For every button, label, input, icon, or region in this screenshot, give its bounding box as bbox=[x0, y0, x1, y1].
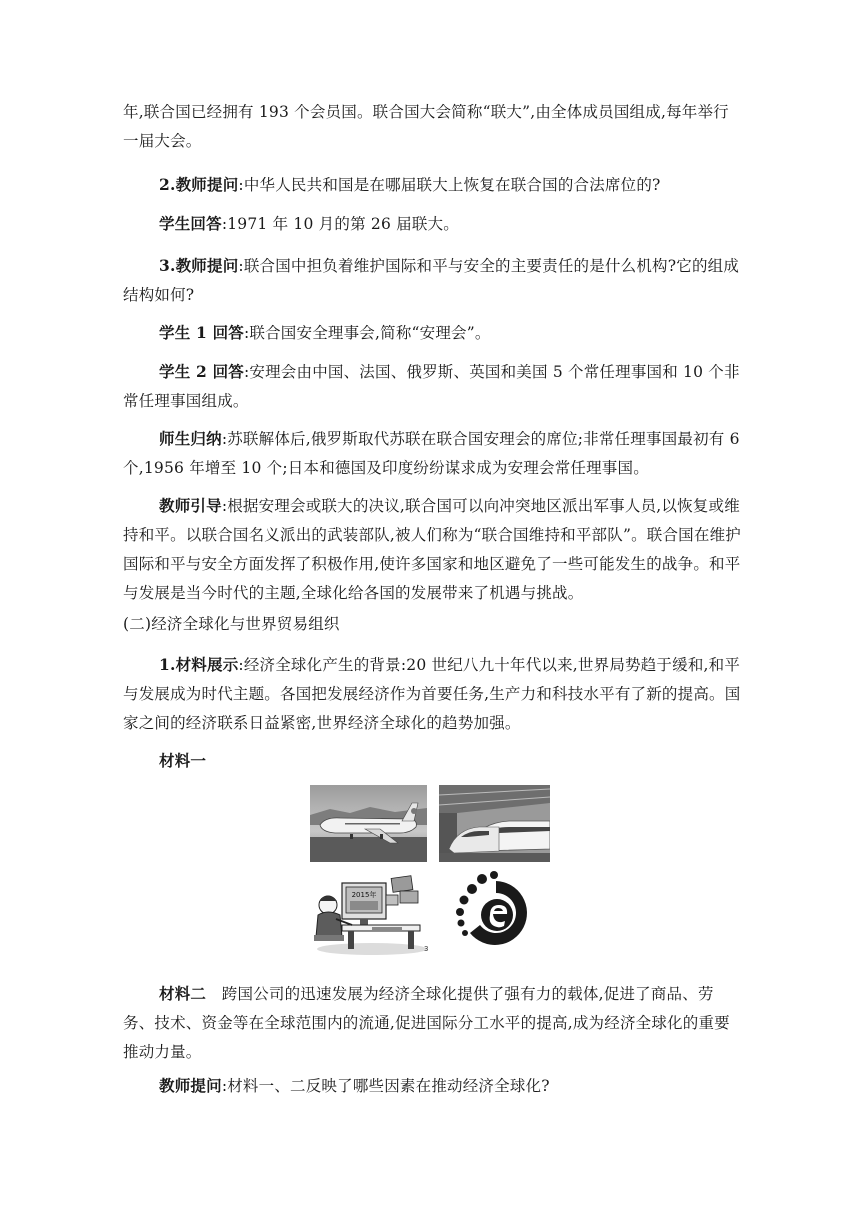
paragraph-un-members bbox=[123, 98, 741, 156]
question-text: :中华人民共和国是在哪届联大上恢复在联合国的合法席位的? bbox=[238, 176, 661, 194]
e-logo-icon bbox=[450, 867, 540, 957]
answer-label: 学生 1 回答 bbox=[159, 323, 244, 342]
student-1-answer bbox=[123, 318, 741, 348]
material-text: :经济全球化产生的背景:20 世纪八九十年代以来,世界局势趋于缓和,和平与发展成为时代主题。各国把发展经济作为首要任务,生产力和科技水平有了新的提高。国家之间的经济联系日益紧密,世界经济全球化的趋势加强。 bbox=[123, 656, 741, 732]
guidance-text: :根据安理会或联大的决议,联合国可以向冲突地区派出军事人员,以恢复或维持和平。以联合国名义派出的武装部队,被人们称为“联合国维持和平部队”。联合国在维护国际和平与安全方面发挥了积极作用,使许多国家和地区避免了一些可能发生的战争。和平与发展是当今时代的主题,全球化给各国的发展带来了机遇与挑战。 bbox=[123, 497, 741, 602]
summary-label: 师生归纳 bbox=[159, 429, 222, 448]
section-heading bbox=[123, 610, 741, 639]
material-number: 1 bbox=[159, 655, 170, 674]
material-one-label: 材料一 bbox=[159, 751, 207, 770]
airplane-photo-icon bbox=[310, 785, 427, 862]
teacher-question-3 bbox=[123, 251, 741, 310]
computer-screen-text: 2015年 bbox=[351, 891, 377, 899]
high-speed-train-photo-icon bbox=[439, 785, 550, 862]
question-text: :材料一、二反映了哪些因素在推动经济全球化? bbox=[221, 1077, 550, 1095]
question-label: .教师提问 bbox=[170, 175, 239, 194]
question-number: 2 bbox=[159, 175, 170, 194]
paragraph-text: 年,联合国已经拥有 193 个会员国。联合国大会简称“联大”,由全体成员国组成,每年举行一届大会。 bbox=[123, 103, 729, 150]
section-heading-text: (二)经济全球化与世界贸易组织 bbox=[123, 615, 340, 633]
student-2-answer bbox=[123, 357, 741, 416]
guidance-label: 教师引导 bbox=[159, 496, 222, 515]
answer-label: 学生 2 回答 bbox=[159, 362, 244, 381]
question-label: 教师提问 bbox=[159, 1076, 222, 1095]
teacher-student-summary bbox=[123, 424, 741, 483]
material-label: .材料展示 bbox=[170, 655, 239, 674]
computer-user-illustration-icon bbox=[312, 869, 434, 957]
teacher-question-2 bbox=[123, 170, 741, 200]
answer-text: :联合国安全理事会,简称“安理会”。 bbox=[243, 324, 491, 342]
answer-text: :1971 年 10 月的第 26 届联大。 bbox=[221, 215, 459, 233]
question-label: .教师提问 bbox=[170, 256, 239, 275]
material-two-paragraph bbox=[123, 979, 741, 1067]
material-two-label: 材料二 bbox=[159, 984, 207, 1003]
answer-label: 学生回答 bbox=[159, 214, 222, 233]
summary-text: :苏联解体后,俄罗斯取代苏联在联合国安理会的席位;非常任理事国最初有 6 个,1956 年增至 10 个;日本和德国及印度纷纷谋求成为安理会常任理事国。 bbox=[123, 430, 740, 477]
question-number: 3 bbox=[159, 256, 170, 275]
corner-mark: 3 bbox=[424, 945, 429, 953]
teacher-guidance bbox=[123, 491, 741, 608]
question-text: :联合国中担负着维护国际和平与安全的主要责任的是什么机构?它的组成结构如何? bbox=[123, 257, 740, 304]
material-one-figure bbox=[310, 785, 550, 960]
material-two-text: 跨国公司的迅速发展为经济全球化提供了强有力的载体,促进了商品、劳务、技术、资金等在全球范围内的流通,促进国际分工水平的提高,成为经济全球化的重要推动力量。 bbox=[123, 985, 730, 1061]
final-teacher-question bbox=[123, 1071, 741, 1101]
student-answer-2 bbox=[123, 209, 741, 239]
material-display-1 bbox=[123, 650, 741, 738]
answer-text: :安理会由中国、法国、俄罗斯、英国和美国 5 个常任理事国和 10 个非常任理事国组成。 bbox=[123, 363, 740, 410]
material-one-heading bbox=[123, 746, 741, 776]
